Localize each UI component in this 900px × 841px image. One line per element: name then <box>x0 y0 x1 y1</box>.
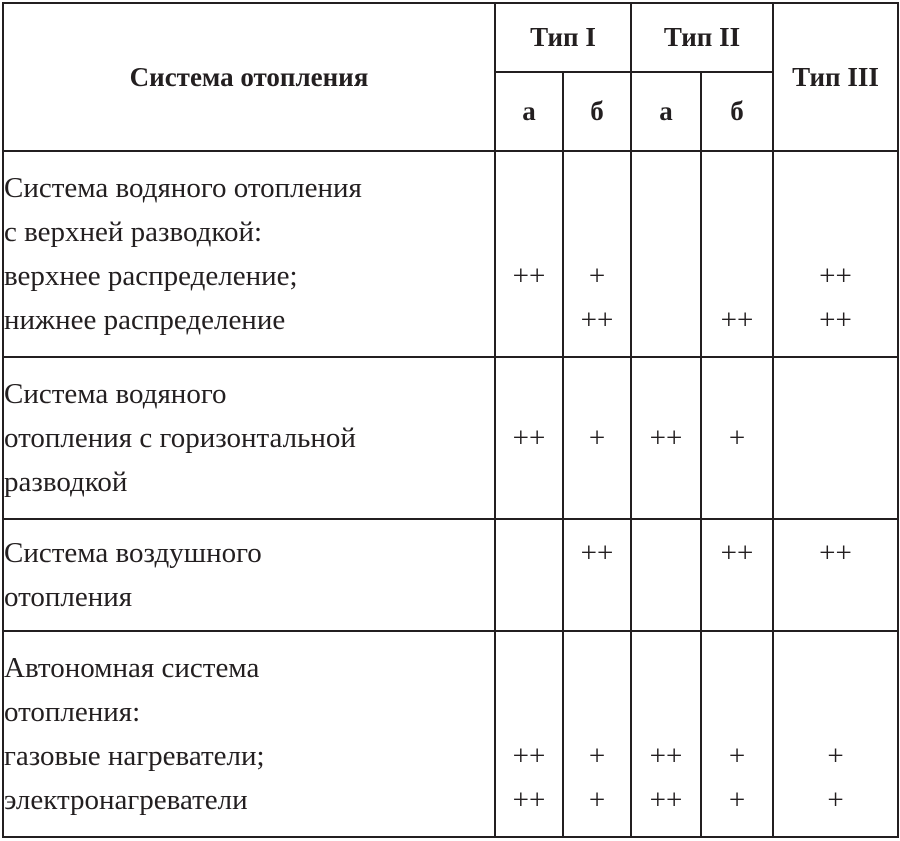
table-row <box>3 151 898 357</box>
description-line: отопления: <box>4 696 141 728</box>
suitability-mark: ++ <box>580 304 614 336</box>
suitability-mark: ++ <box>649 422 683 454</box>
suitability-mark <box>632 646 700 690</box>
header-type-1: Тип I <box>495 3 631 72</box>
description-line: разводкой <box>4 466 128 498</box>
suitability-mark <box>702 254 772 298</box>
system-description <box>3 519 495 631</box>
system-description <box>3 357 495 519</box>
suitability-mark <box>496 210 562 254</box>
header-type-1-b: б <box>563 72 631 151</box>
suitability-mark: ++ <box>720 537 754 569</box>
suitability-mark <box>702 690 772 734</box>
cell-type-2-a <box>631 357 701 519</box>
suitability-mark <box>564 690 630 734</box>
suitability-mark <box>632 575 700 619</box>
suitability-mark <box>632 166 700 210</box>
suitability-mark <box>774 575 897 619</box>
cell-type-1-a <box>495 519 563 631</box>
suitability-mark: ++ <box>819 260 852 292</box>
suitability-mark <box>564 210 630 254</box>
suitability-mark <box>702 575 772 619</box>
heating-systems-table <box>2 2 899 838</box>
suitability-mark <box>496 531 562 575</box>
cell-type-2-b <box>701 519 773 631</box>
cell-type-2-b <box>701 631 773 837</box>
suitability-mark <box>702 646 772 690</box>
suitability-mark <box>774 416 897 460</box>
suitability-mark <box>702 372 772 416</box>
header-type-3: Тип III <box>773 3 898 151</box>
cell-type-1-b <box>563 151 631 357</box>
suitability-mark <box>632 254 700 298</box>
suitability-mark <box>496 372 562 416</box>
description-line: газовые нагреватели; <box>4 740 265 772</box>
suitability-mark <box>496 690 562 734</box>
suitability-mark: + <box>728 740 746 772</box>
suitability-mark: ++ <box>512 422 546 454</box>
cell-type-1-a <box>495 357 563 519</box>
cell-type-2-a <box>631 631 701 837</box>
cell-type-3 <box>773 519 898 631</box>
suitability-mark <box>496 646 562 690</box>
suitability-mark: + <box>588 784 606 816</box>
description-line: Система водяного отопления <box>4 172 362 204</box>
description-line: верхнее распределение; <box>4 260 298 292</box>
suitability-mark: + <box>827 784 844 816</box>
suitability-mark: ++ <box>819 304 852 336</box>
suitability-mark <box>496 298 562 342</box>
description-line: нижнее распределение <box>4 304 286 336</box>
suitability-mark <box>774 690 897 734</box>
suitability-mark <box>564 372 630 416</box>
suitability-mark <box>774 460 897 504</box>
header-type-2: Тип II <box>631 3 773 72</box>
suitability-mark <box>564 460 630 504</box>
header-type-1-a: а <box>495 72 563 151</box>
suitability-mark: ++ <box>512 260 546 292</box>
header-type-2-b: б <box>701 72 773 151</box>
description-line: Система водяного <box>4 378 227 410</box>
header-type-2-a: а <box>631 72 701 151</box>
system-description <box>3 631 495 837</box>
suitability-mark <box>702 460 772 504</box>
suitability-mark: + <box>827 740 844 772</box>
cell-type-3 <box>773 357 898 519</box>
suitability-mark <box>632 210 700 254</box>
cell-type-1-b <box>563 357 631 519</box>
table-row <box>3 357 898 519</box>
suitability-mark <box>774 210 897 254</box>
suitability-mark <box>632 531 700 575</box>
system-description <box>3 151 495 357</box>
suitability-mark: ++ <box>649 784 683 816</box>
suitability-mark <box>702 210 772 254</box>
description-line: Система воздушного <box>4 537 262 569</box>
suitability-mark: + <box>588 740 606 772</box>
description-line: отопления с горизонтальной <box>4 422 356 454</box>
suitability-mark: + <box>728 422 746 454</box>
suitability-mark: + <box>728 784 746 816</box>
cell-type-1-a <box>495 151 563 357</box>
cell-type-2-a <box>631 519 701 631</box>
table-row <box>3 631 898 837</box>
header-heating-system: Система отопления <box>3 3 495 151</box>
cell-type-2-a <box>631 151 701 357</box>
description-line: с верхней разводкой: <box>4 216 263 248</box>
suitability-mark: ++ <box>720 304 754 336</box>
suitability-mark <box>496 460 562 504</box>
suitability-mark <box>632 690 700 734</box>
suitability-mark <box>496 166 562 210</box>
cell-type-2-b <box>701 357 773 519</box>
suitability-mark <box>632 298 700 342</box>
suitability-mark <box>702 166 772 210</box>
cell-type-1-a <box>495 631 563 837</box>
suitability-mark: ++ <box>649 740 683 772</box>
suitability-mark: + <box>588 422 606 454</box>
suitability-mark <box>632 460 700 504</box>
suitability-mark <box>774 166 897 210</box>
suitability-mark: ++ <box>512 740 546 772</box>
cell-type-3 <box>773 631 898 837</box>
description-line: отопления <box>4 581 133 613</box>
suitability-mark <box>564 575 630 619</box>
suitability-mark <box>632 372 700 416</box>
suitability-mark <box>774 646 897 690</box>
suitability-mark <box>564 166 630 210</box>
cell-type-1-b <box>563 519 631 631</box>
suitability-mark: ++ <box>819 537 852 569</box>
suitability-mark <box>496 575 562 619</box>
table-row <box>3 519 898 631</box>
description-line: Автономная система <box>4 652 260 684</box>
suitability-mark: ++ <box>580 537 614 569</box>
suitability-mark: ++ <box>512 784 546 816</box>
suitability-mark <box>564 646 630 690</box>
description-line: электронагреватели <box>4 784 248 816</box>
cell-type-2-b <box>701 151 773 357</box>
cell-type-1-b <box>563 631 631 837</box>
cell-type-3 <box>773 151 898 357</box>
suitability-mark: + <box>588 260 606 292</box>
suitability-mark <box>774 372 897 416</box>
